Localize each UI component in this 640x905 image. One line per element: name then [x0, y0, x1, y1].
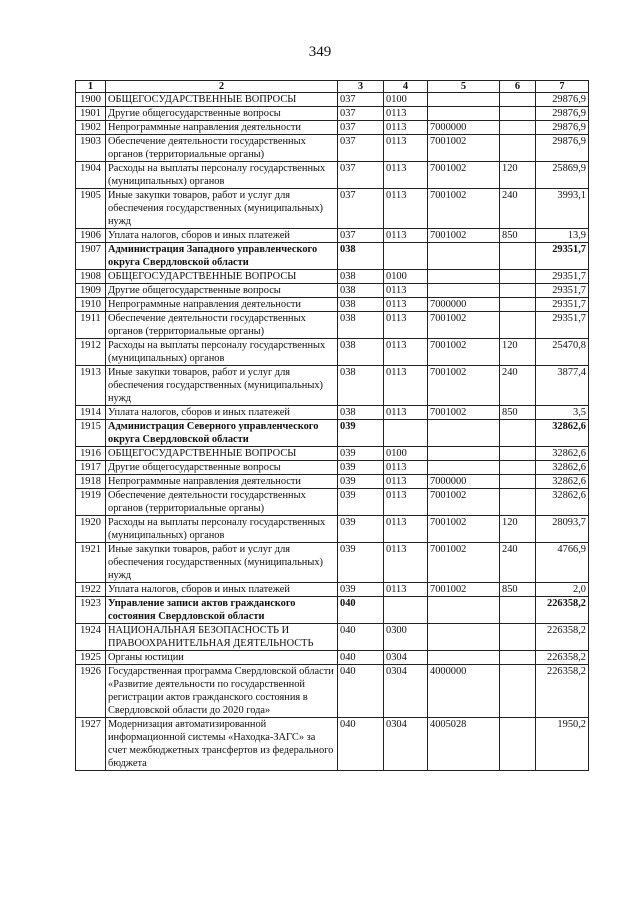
section-code-cell: 0113	[384, 284, 428, 298]
row-number-cell: 1900	[76, 93, 106, 107]
expense-type-cell	[500, 597, 536, 624]
row-number-cell: 1926	[76, 665, 106, 718]
department-code-cell: 037	[338, 107, 384, 121]
header-row	[76, 81, 589, 93]
expense-type-cell	[500, 243, 536, 270]
item-name-cell: Непрограммные направления деятельности	[106, 121, 338, 135]
item-name-cell: Модернизация автоматизированной информационной системы «Находка-ЗАГС» за счет межбюджетных трансфертов из федерального бюджета	[106, 718, 338, 771]
target-article-cell	[428, 93, 500, 107]
item-name-cell: Непрограммные направления деятельности	[106, 475, 338, 489]
expense-type-cell	[500, 447, 536, 461]
amount-cell: 226358,2	[536, 624, 589, 651]
row-number-cell: 1922	[76, 583, 106, 597]
table-row	[76, 229, 589, 243]
expense-type-cell	[500, 298, 536, 312]
target-article-cell: 7001002	[428, 229, 500, 243]
row-number-cell: 1918	[76, 475, 106, 489]
department-code-cell: 040	[338, 665, 384, 718]
amount-cell: 1950,2	[536, 718, 589, 771]
row-number-cell: 1925	[76, 651, 106, 665]
table-row	[76, 189, 589, 229]
item-name-cell: Расходы на выплаты персоналу государственных (муниципальных) органов	[106, 339, 338, 366]
expense-type-cell: 240	[500, 366, 536, 406]
item-name-cell: ОБЩЕГОСУДАРСТВЕННЫЕ ВОПРОСЫ	[106, 447, 338, 461]
table-row	[76, 406, 589, 420]
department-code-cell: 039	[338, 489, 384, 516]
expense-type-cell	[500, 135, 536, 162]
amount-cell: 29351,7	[536, 298, 589, 312]
department-code-cell: 037	[338, 229, 384, 243]
target-article-cell: 7001002	[428, 489, 500, 516]
table-row	[76, 624, 589, 651]
target-article-cell	[428, 651, 500, 665]
row-number-cell: 1923	[76, 597, 106, 624]
table-row	[76, 475, 589, 489]
expense-type-cell	[500, 624, 536, 651]
item-name-cell: Другие общегосударственные вопросы	[106, 461, 338, 475]
table-row	[76, 597, 589, 624]
item-name-cell: Расходы на выплаты персоналу государственных (муниципальных) органов	[106, 162, 338, 189]
row-number-cell: 1920	[76, 516, 106, 543]
department-code-cell: 038	[338, 312, 384, 339]
item-name-cell: ОБЩЕГОСУДАРСТВЕННЫЕ ВОПРОСЫ	[106, 270, 338, 284]
section-code-cell: 0304	[384, 651, 428, 665]
amount-cell: 32862,6	[536, 475, 589, 489]
item-name-cell: Уплата налогов, сборов и иных платежей	[106, 406, 338, 420]
expense-type-cell	[500, 475, 536, 489]
section-code-cell: 0113	[384, 461, 428, 475]
department-code-cell: 037	[338, 189, 384, 229]
department-code-cell: 038	[338, 284, 384, 298]
column-header: 1	[76, 81, 106, 93]
row-number-cell: 1905	[76, 189, 106, 229]
section-code-cell: 0113	[384, 162, 428, 189]
expense-type-cell	[500, 270, 536, 284]
target-article-cell: 4000000	[428, 665, 500, 718]
row-number-cell: 1924	[76, 624, 106, 651]
table-row	[76, 162, 589, 189]
table-row	[76, 270, 589, 284]
expense-type-cell: 240	[500, 543, 536, 583]
row-number-cell: 1911	[76, 312, 106, 339]
department-code-cell: 038	[338, 366, 384, 406]
target-article-cell	[428, 461, 500, 475]
section-code-cell: 0100	[384, 270, 428, 284]
department-code-cell: 039	[338, 516, 384, 543]
expense-type-cell: 120	[500, 162, 536, 189]
page-number: 349	[308, 44, 332, 60]
department-code-cell: 040	[338, 597, 384, 624]
section-code-cell: 0113	[384, 312, 428, 339]
table-row	[76, 651, 589, 665]
amount-cell: 2,0	[536, 583, 589, 597]
target-article-cell: 7001002	[428, 189, 500, 229]
row-number-cell: 1927	[76, 718, 106, 771]
row-number-cell: 1917	[76, 461, 106, 475]
department-code-cell: 040	[338, 624, 384, 651]
table-row	[76, 420, 589, 447]
target-article-cell	[428, 270, 500, 284]
amount-cell: 32862,6	[536, 447, 589, 461]
target-article-cell	[428, 243, 500, 270]
expense-type-cell: 850	[500, 583, 536, 597]
expense-type-cell	[500, 651, 536, 665]
section-code-cell: 0113	[384, 583, 428, 597]
table-row	[76, 543, 589, 583]
department-code-cell: 040	[338, 718, 384, 771]
department-code-cell: 037	[338, 93, 384, 107]
target-article-cell: 7001002	[428, 312, 500, 339]
amount-cell: 226358,2	[536, 665, 589, 718]
item-name-cell: Уплата налогов, сборов и иных платежей	[106, 229, 338, 243]
column-header: 4	[384, 81, 428, 93]
item-name-cell: НАЦИОНАЛЬНАЯ БЕЗОПАСНОСТЬ И ПРАВООХРАНИТЕЛЬНАЯ ДЕЯТЕЛЬНОСТЬ	[106, 624, 338, 651]
item-name-cell: Иные закупки товаров, работ и услуг для обеспечения государственных (муниципальных) нужд	[106, 543, 338, 583]
item-name-cell: Администрация Северного управленческого округа Свердловской области	[106, 420, 338, 447]
table-row	[76, 718, 589, 771]
row-number-cell: 1910	[76, 298, 106, 312]
row-number-cell: 1906	[76, 229, 106, 243]
table-row	[76, 312, 589, 339]
expense-type-cell	[500, 461, 536, 475]
expense-type-cell	[500, 489, 536, 516]
item-name-cell: Расходы на выплаты персоналу государственных (муниципальных) органов	[106, 516, 338, 543]
table-row	[76, 135, 589, 162]
section-code-cell	[384, 243, 428, 270]
item-name-cell: Обеспечение деятельности государственных органов (территориальные органы)	[106, 312, 338, 339]
table-row	[76, 516, 589, 543]
row-number-cell: 1913	[76, 366, 106, 406]
item-name-cell: Обеспечение деятельности государственных органов (территориальные органы)	[106, 489, 338, 516]
expense-type-cell: 240	[500, 189, 536, 229]
row-number-cell: 1921	[76, 543, 106, 583]
amount-cell: 3993,1	[536, 189, 589, 229]
section-code-cell: 0304	[384, 718, 428, 771]
column-header: 5	[428, 81, 500, 93]
department-code-cell: 037	[338, 121, 384, 135]
section-code-cell	[384, 597, 428, 624]
budget-table	[75, 80, 589, 771]
expense-type-cell: 850	[500, 406, 536, 420]
department-code-cell: 038	[338, 406, 384, 420]
expense-type-cell	[500, 93, 536, 107]
item-name-cell: Органы юстиции	[106, 651, 338, 665]
item-name-cell: Администрация Западного управленческого округа Свердловской области	[106, 243, 338, 270]
department-code-cell: 039	[338, 447, 384, 461]
target-article-cell: 7001002	[428, 339, 500, 366]
target-article-cell: 7001002	[428, 162, 500, 189]
section-code-cell: 0113	[384, 121, 428, 135]
amount-cell: 4766,9	[536, 543, 589, 583]
table-row	[76, 243, 589, 270]
section-code-cell: 0113	[384, 189, 428, 229]
expense-type-cell: 120	[500, 516, 536, 543]
section-code-cell: 0113	[384, 135, 428, 162]
amount-cell: 29351,7	[536, 243, 589, 270]
section-code-cell: 0100	[384, 93, 428, 107]
table-row	[76, 583, 589, 597]
row-number-cell: 1903	[76, 135, 106, 162]
amount-cell: 32862,6	[536, 420, 589, 447]
table-row	[76, 366, 589, 406]
target-article-cell: 7000000	[428, 475, 500, 489]
amount-cell: 32862,6	[536, 489, 589, 516]
target-article-cell: 7001002	[428, 135, 500, 162]
table-row	[76, 298, 589, 312]
table-row	[76, 447, 589, 461]
table-row	[76, 107, 589, 121]
amount-cell: 28093,7	[536, 516, 589, 543]
section-code-cell: 0300	[384, 624, 428, 651]
item-name-cell: Уплата налогов, сборов и иных платежей	[106, 583, 338, 597]
item-name-cell: Другие общегосударственные вопросы	[106, 107, 338, 121]
row-number-cell: 1902	[76, 121, 106, 135]
item-name-cell: Управление записи актов гражданского состояния Свердловской области	[106, 597, 338, 624]
section-code-cell: 0113	[384, 339, 428, 366]
expense-type-cell	[500, 284, 536, 298]
department-code-cell: 040	[338, 651, 384, 665]
target-article-cell	[428, 597, 500, 624]
expense-type-cell	[500, 107, 536, 121]
department-code-cell: 037	[338, 135, 384, 162]
target-article-cell: 7000000	[428, 121, 500, 135]
section-code-cell: 0113	[384, 406, 428, 420]
section-code-cell: 0100	[384, 447, 428, 461]
amount-cell: 226358,2	[536, 597, 589, 624]
row-number-cell: 1912	[76, 339, 106, 366]
department-code-cell: 038	[338, 339, 384, 366]
target-article-cell	[428, 284, 500, 298]
amount-cell: 32862,6	[536, 461, 589, 475]
target-article-cell: 7001002	[428, 543, 500, 583]
amount-cell: 29351,7	[536, 284, 589, 298]
row-number-cell: 1916	[76, 447, 106, 461]
department-code-cell: 039	[338, 583, 384, 597]
item-name-cell: Другие общегосударственные вопросы	[106, 284, 338, 298]
section-code-cell: 0113	[384, 107, 428, 121]
target-article-cell: 7000000	[428, 298, 500, 312]
department-code-cell: 039	[338, 461, 384, 475]
target-article-cell	[428, 107, 500, 121]
amount-cell: 29876,9	[536, 135, 589, 162]
row-number-cell: 1908	[76, 270, 106, 284]
item-name-cell: Иные закупки товаров, работ и услуг для обеспечения государственных (муниципальных) нужд	[106, 189, 338, 229]
row-number-cell: 1907	[76, 243, 106, 270]
target-article-cell: 7001002	[428, 366, 500, 406]
amount-cell: 3,5	[536, 406, 589, 420]
section-code-cell: 0113	[384, 543, 428, 583]
amount-cell: 25470,8	[536, 339, 589, 366]
department-code-cell: 039	[338, 543, 384, 583]
table-row	[76, 489, 589, 516]
column-header: 2	[106, 81, 338, 93]
row-number-cell: 1914	[76, 406, 106, 420]
section-code-cell: 0304	[384, 665, 428, 718]
column-header: 3	[338, 81, 384, 93]
target-article-cell	[428, 420, 500, 447]
table-row	[76, 284, 589, 298]
department-code-cell: 039	[338, 475, 384, 489]
expense-type-cell: 850	[500, 229, 536, 243]
row-number-cell: 1915	[76, 420, 106, 447]
item-name-cell: Государственная программа Свердловской области «Развитие деятельности по государственной регистрации актов гражданского состояния в Свердловской области до 2020 года»	[106, 665, 338, 718]
amount-cell: 226358,2	[536, 651, 589, 665]
section-code-cell: 0113	[384, 298, 428, 312]
target-article-cell	[428, 447, 500, 461]
table-row	[76, 461, 589, 475]
department-code-cell: 038	[338, 243, 384, 270]
amount-cell: 29351,7	[536, 270, 589, 284]
expense-type-cell	[500, 665, 536, 718]
item-name-cell: Обеспечение деятельности государственных органов (территориальные органы)	[106, 135, 338, 162]
table-row	[76, 93, 589, 107]
table-row	[76, 665, 589, 718]
table-body	[76, 93, 589, 771]
section-code-cell: 0113	[384, 489, 428, 516]
target-article-cell: 7001002	[428, 516, 500, 543]
section-code-cell	[384, 420, 428, 447]
section-code-cell: 0113	[384, 475, 428, 489]
target-article-cell: 7001002	[428, 583, 500, 597]
row-number-cell: 1909	[76, 284, 106, 298]
column-header: 6	[500, 81, 536, 93]
expense-type-cell	[500, 121, 536, 135]
expense-type-cell: 120	[500, 339, 536, 366]
row-number-cell: 1901	[76, 107, 106, 121]
department-code-cell: 038	[338, 270, 384, 284]
expense-type-cell	[500, 420, 536, 447]
item-name-cell: ОБЩЕГОСУДАРСТВЕННЫЕ ВОПРОСЫ	[106, 93, 338, 107]
department-code-cell: 038	[338, 298, 384, 312]
expense-type-cell	[500, 312, 536, 339]
item-name-cell: Непрограммные направления деятельности	[106, 298, 338, 312]
section-code-cell: 0113	[384, 516, 428, 543]
amount-cell: 25869,9	[536, 162, 589, 189]
amount-cell: 29876,9	[536, 107, 589, 121]
target-article-cell	[428, 624, 500, 651]
column-header: 7	[536, 81, 589, 93]
amount-cell: 29876,9	[536, 121, 589, 135]
amount-cell: 3877,4	[536, 366, 589, 406]
target-article-cell: 7001002	[428, 406, 500, 420]
amount-cell: 13,9	[536, 229, 589, 243]
row-number-cell: 1919	[76, 489, 106, 516]
department-code-cell: 037	[338, 162, 384, 189]
department-code-cell: 039	[338, 420, 384, 447]
amount-cell: 29351,7	[536, 312, 589, 339]
amount-cell: 29876,9	[536, 93, 589, 107]
table-row	[76, 121, 589, 135]
expense-type-cell	[500, 718, 536, 771]
section-code-cell: 0113	[384, 229, 428, 243]
section-code-cell: 0113	[384, 366, 428, 406]
target-article-cell: 4005028	[428, 718, 500, 771]
row-number-cell: 1904	[76, 162, 106, 189]
table-row	[76, 339, 589, 366]
item-name-cell: Иные закупки товаров, работ и услуг для обеспечения государственных (муниципальных) нужд	[106, 366, 338, 406]
